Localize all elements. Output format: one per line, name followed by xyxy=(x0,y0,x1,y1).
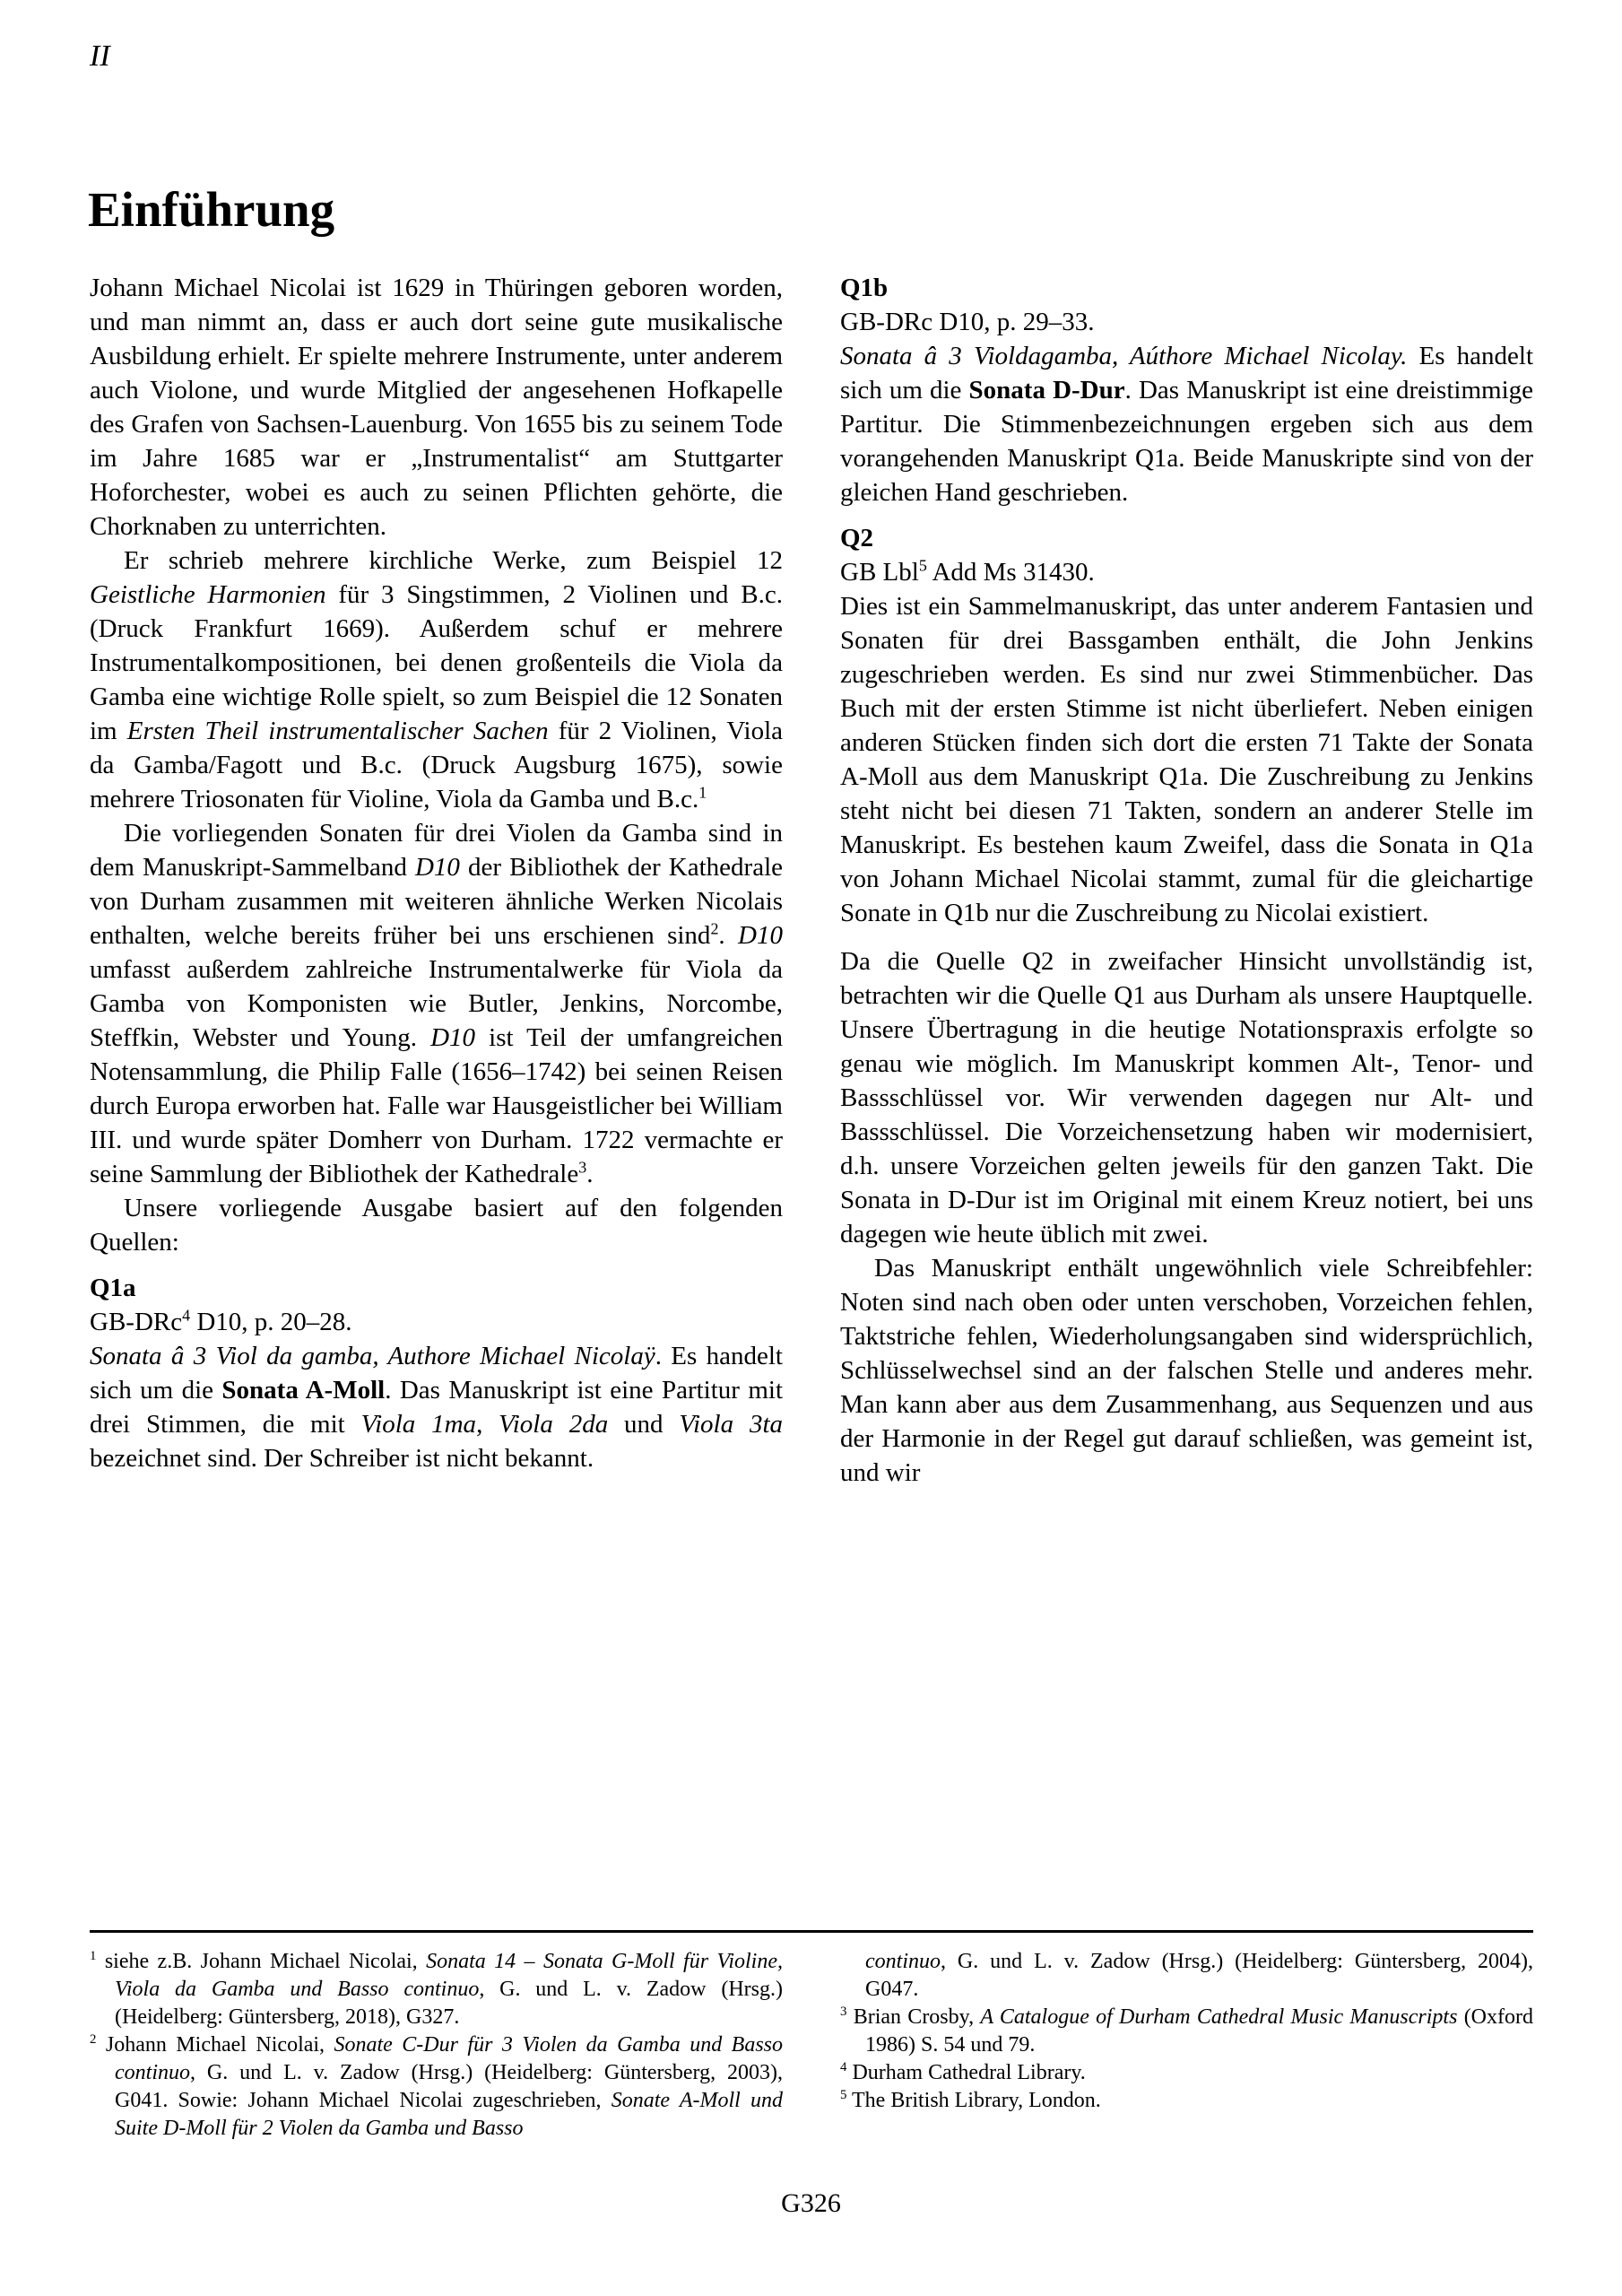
i-text: Sonate C-Dur für 3 Violen da Gamba und Basso continuo xyxy=(115,2033,784,2084)
text-run: GB Lbl xyxy=(840,558,919,587)
footnotes-left xyxy=(90,1948,783,2143)
text-run: bezeichnet sind. Der Schreiber ist nicht bekannt. xyxy=(90,1444,594,1473)
footnote-reference: 3 xyxy=(578,1158,587,1177)
text-run: der Bibliothek der Kathedrale von Durham zusammen mit weiteren ähnliche Werken Nicolais enthalten, welche bereits früher bei uns erschienen sind xyxy=(90,853,784,950)
text-run: Q1a xyxy=(90,1274,136,1302)
text-run: Dies ist ein Sammelmanuskript, das unter anderem Fantasien und Sonaten für drei Bassgamben enthält, die John Jenkins zugeschrieben werden. Es sind nur zwei Stimmenbücher. Das Buch mit der ersten Stimme ist nicht überliefert. Neben einigen anderen Stücken finden sich dort die ersten 71 Takte der Sonata A-Moll aus dem Manuskript Q1a. Die Zuschreibung zu Jenkins steht nicht bei diesen 71 Takten, sondern an anderer Stelle im Manuskript. Es bestehen kaum Zweifel, dass die Sonata in Q1a von Johann Michael Nicolai stammt, zumal für die gleichartige Sonate in Q1b nur die Zuschreibung zu Nicolai existiert. xyxy=(840,592,1533,927)
b-text: Sonata D-Dur xyxy=(968,376,1125,404)
page-folio: II xyxy=(90,39,110,73)
text-run: für 3 Singstimmen, 2 Violinen und B.c. (Druck Frankfurt 1669). Außerdem schuf er mehrere Instrumentalkompositionen, bei denen großenteils die Viola da Gamba eine wichtige Rolle spielt, so zum Beispiel die 12 Sonaten im xyxy=(90,580,783,745)
column-right xyxy=(840,271,1533,1490)
text-run: . Es handelt sich um die xyxy=(90,1342,783,1405)
footnotes-section xyxy=(90,1948,1533,2143)
footnote xyxy=(90,1948,783,2031)
footnote-number: 3 xyxy=(840,2005,847,2019)
footnote xyxy=(840,2059,1533,2087)
i-text: D10 xyxy=(738,921,783,950)
text-run: Das Manuskript enthält ungewöhnlich viele Schreibfehler: Noten sind nach oben oder unten verschoben, Vorzeichen fehlen, Taktstriche fehlen, Wiederholungsangaben sind widersprüchlich, Schlüsselwechsel sind an der falschen Stelle und anderes mehr. Man kann aber aus dem Zusammenhang, aus Sequenzen und aus der Harmonie in der Regel gut darauf schließen, was gemeint ist, und wir xyxy=(840,1254,1533,1487)
text-run: , G. und L. v. Zadow (Hrsg.) (Heidelberg: Güntersberg, 2003), G041. Sowie: Johann Michael Nicolai zugeschrieben, xyxy=(115,2061,783,2112)
b-text: Sonata A-Moll xyxy=(221,1376,386,1405)
footnote-number: 4 xyxy=(840,2060,847,2074)
text-run: . Das Manuskript ist eine Partitur mit drei Stimmen, die mit xyxy=(90,1376,784,1439)
footnote xyxy=(840,2004,1533,2059)
text-run: The British Library, London. xyxy=(852,2089,1101,2112)
paragraph xyxy=(840,944,1533,1251)
text-run: Q2 xyxy=(840,524,874,552)
text-run: Durham Cathedral Library. xyxy=(852,2061,1086,2084)
footnote-number: 2 xyxy=(90,2032,97,2047)
text-run: . Das Manuskript ist eine dreistimmige Partitur. Die Stimmenbezeichnungen ergeben sich aus dem vorangehenden Manuskript Q1a. Beide Manuskripte sind von der gleichen Hand geschrieben. xyxy=(840,376,1533,507)
text-run: , G. und L. v. Zadow (Hrsg.) (Heidelberg: Güntersberg, 2004), G047. xyxy=(865,1950,1533,2001)
footnote xyxy=(90,2031,783,2143)
text-run: . xyxy=(586,1160,594,1188)
i-text: Sonata 14 – Sonata G-Moll für Violine, Viola da Gamba und Basso continuo xyxy=(115,1950,783,2001)
text-run: Johann Michael Nicolai, xyxy=(105,2033,334,2057)
text-run: und xyxy=(608,1410,680,1439)
text-run: Brian Crosby, xyxy=(853,2005,981,2029)
footnote-separator-rule xyxy=(90,1930,1533,1933)
text-run: Unsere vorliegende Ausgabe basiert auf den folgenden Quellen: xyxy=(90,1194,783,1257)
footnote-number: 1 xyxy=(90,1949,97,1963)
text-run: Er schrieb mehrere kirchliche Werke, zum Beispiel 12 xyxy=(124,546,783,575)
i-text: A Catalogue of Durham Cathedral Music Manuscripts xyxy=(980,2005,1458,2029)
text-run: Da die Quelle Q2 in zweifacher Hinsicht unvollständig ist, betrachten wir die Quelle Q1 aus Durham als unsere Hauptquelle. Unsere Übertragung in die heutige Notationspraxis erfolgte so genau wie möglich. Im Manuskript kommen Alt-, Tenor- und Bassschlüssel vor. Wir verwenden dagegen nur Alt- und Bassschlüssel. Die Vorzeichensetzung haben wir modernisiert, d.h. unsere Vorzeichen gelten jeweils für den ganzen Takt. Die Sonata in D-Dur ist im Original mit einem Kreuz notiert, bei uns dagegen wie heute üblich mit zwei. xyxy=(840,947,1533,1248)
paragraph xyxy=(840,1251,1533,1490)
source-heading xyxy=(840,521,1533,555)
text-run: Es handelt sich um die xyxy=(840,342,1534,404)
text-run: umfasst außerdem zahlreiche Instrumentalwerke für Viola da Gamba von Komponisten wie Butler, Jenkins, Norcombe, Steffkin, Webster und Young. xyxy=(90,955,783,1052)
paragraph xyxy=(840,305,1533,339)
paragraph xyxy=(90,271,783,544)
i-text: Geistliche Harmonien xyxy=(90,580,326,609)
footnote-reference: 4 xyxy=(182,1306,191,1325)
i-text: Viola 3ta xyxy=(679,1410,784,1439)
paragraph xyxy=(840,339,1533,509)
paragraph xyxy=(90,1305,783,1339)
footnote-reference: 5 xyxy=(918,556,927,575)
paragraph xyxy=(90,1339,783,1475)
text-run: siehe z.B. Johann Michael Nicolai, xyxy=(104,1950,427,1973)
i-text: Sonate A-Moll und Suite D-Moll für 2 Violen da Gamba und Basso xyxy=(115,2089,783,2140)
text-run: Die vorliegenden Sonaten für drei Violen da Gamba sind in dem Manuskript-Sammelband xyxy=(90,819,783,882)
i-text: continuo xyxy=(865,1950,941,1973)
i-text: Sonata â 3 Violdagamba, Aúthore Michael Nicolay. xyxy=(840,342,1408,370)
paragraph xyxy=(90,816,783,1191)
page-title: Einführung xyxy=(88,182,335,237)
text-run: Q1b xyxy=(840,274,889,302)
footnote-number: 5 xyxy=(840,2088,847,2102)
source-heading xyxy=(90,1271,783,1305)
i-text: Sonata â 3 Viol da gamba, Authore Michael Nicolaÿ xyxy=(90,1342,655,1370)
catalog-number: G326 xyxy=(781,2188,841,2218)
text-run: Add Ms 31430. xyxy=(926,558,1095,587)
paragraph xyxy=(840,555,1533,589)
i-text: Viola 2da xyxy=(499,1410,609,1439)
text-run: , G. und L. v. Zadow (Hrsg.) (Heidelberg: Güntersberg, 2018), G327. xyxy=(115,1978,783,2029)
column-left xyxy=(90,271,783,1490)
i-text: Viola 1ma xyxy=(360,1410,477,1439)
footnote-reference: 2 xyxy=(710,919,719,938)
text-run: ist Teil der umfangreichen Notensammlung, die Philip Falle (1656–1742) bei seinen Reisen durch Europa erworben hat. Falle war Hausgeistlicher bei William III. und wurde später Domherr von Durham. 1722 vermachte er seine Sammlung der Bibliothek der Kathedrale xyxy=(90,1023,783,1188)
text-run: . xyxy=(718,921,739,950)
text-run: D10, p. 20–28. xyxy=(190,1308,352,1336)
footnote-reference: 1 xyxy=(698,783,707,802)
footnotes-right xyxy=(840,1948,1533,2143)
i-text: Ersten Theil instrumentalischer Sachen xyxy=(126,717,549,745)
source-heading xyxy=(840,271,1533,305)
text-columns xyxy=(90,271,1533,1490)
text-run: , xyxy=(476,1410,499,1439)
footnote-continuation xyxy=(840,1948,1533,2004)
text-run: GB-DRc xyxy=(90,1308,183,1336)
footnote xyxy=(840,2087,1533,2115)
i-text: D10 xyxy=(430,1023,476,1052)
paragraph xyxy=(90,544,783,816)
text-run: für 2 Violinen, Viola da Gamba/Fagott und B.c. (Druck Augsburg 1675), sowie mehrere Triosonaten für Violine, Viola da Gamba und B.c. xyxy=(90,717,784,813)
paragraph xyxy=(90,1191,783,1259)
text-run: Johann Michael Nicolai ist 1629 in Thüringen geboren worden, und man nimmt an, dass er auch dort seine gute musikalische Ausbildung erhielt. Er spielte mehrere Instrumente, unter anderem auch Violone, und wurde Mitglied der angesehenen Hofkapelle des Grafen von Sachsen-Lauenburg. Von 1655 bis zu seinem Tode im Jahre 1685 war er „Instrumentalist“ am Stuttgarter Hoforchester, wobei es auch zu seinen Pflichten gehörte, die Chorknaben zu unterrichten. xyxy=(90,274,783,541)
text-run: GB-DRc D10, p. 29–33. xyxy=(840,308,1095,336)
paragraph xyxy=(840,589,1533,930)
i-text: D10 xyxy=(414,853,460,882)
text-run: (Oxford 1986) S. 54 und 79. xyxy=(865,2005,1533,2057)
